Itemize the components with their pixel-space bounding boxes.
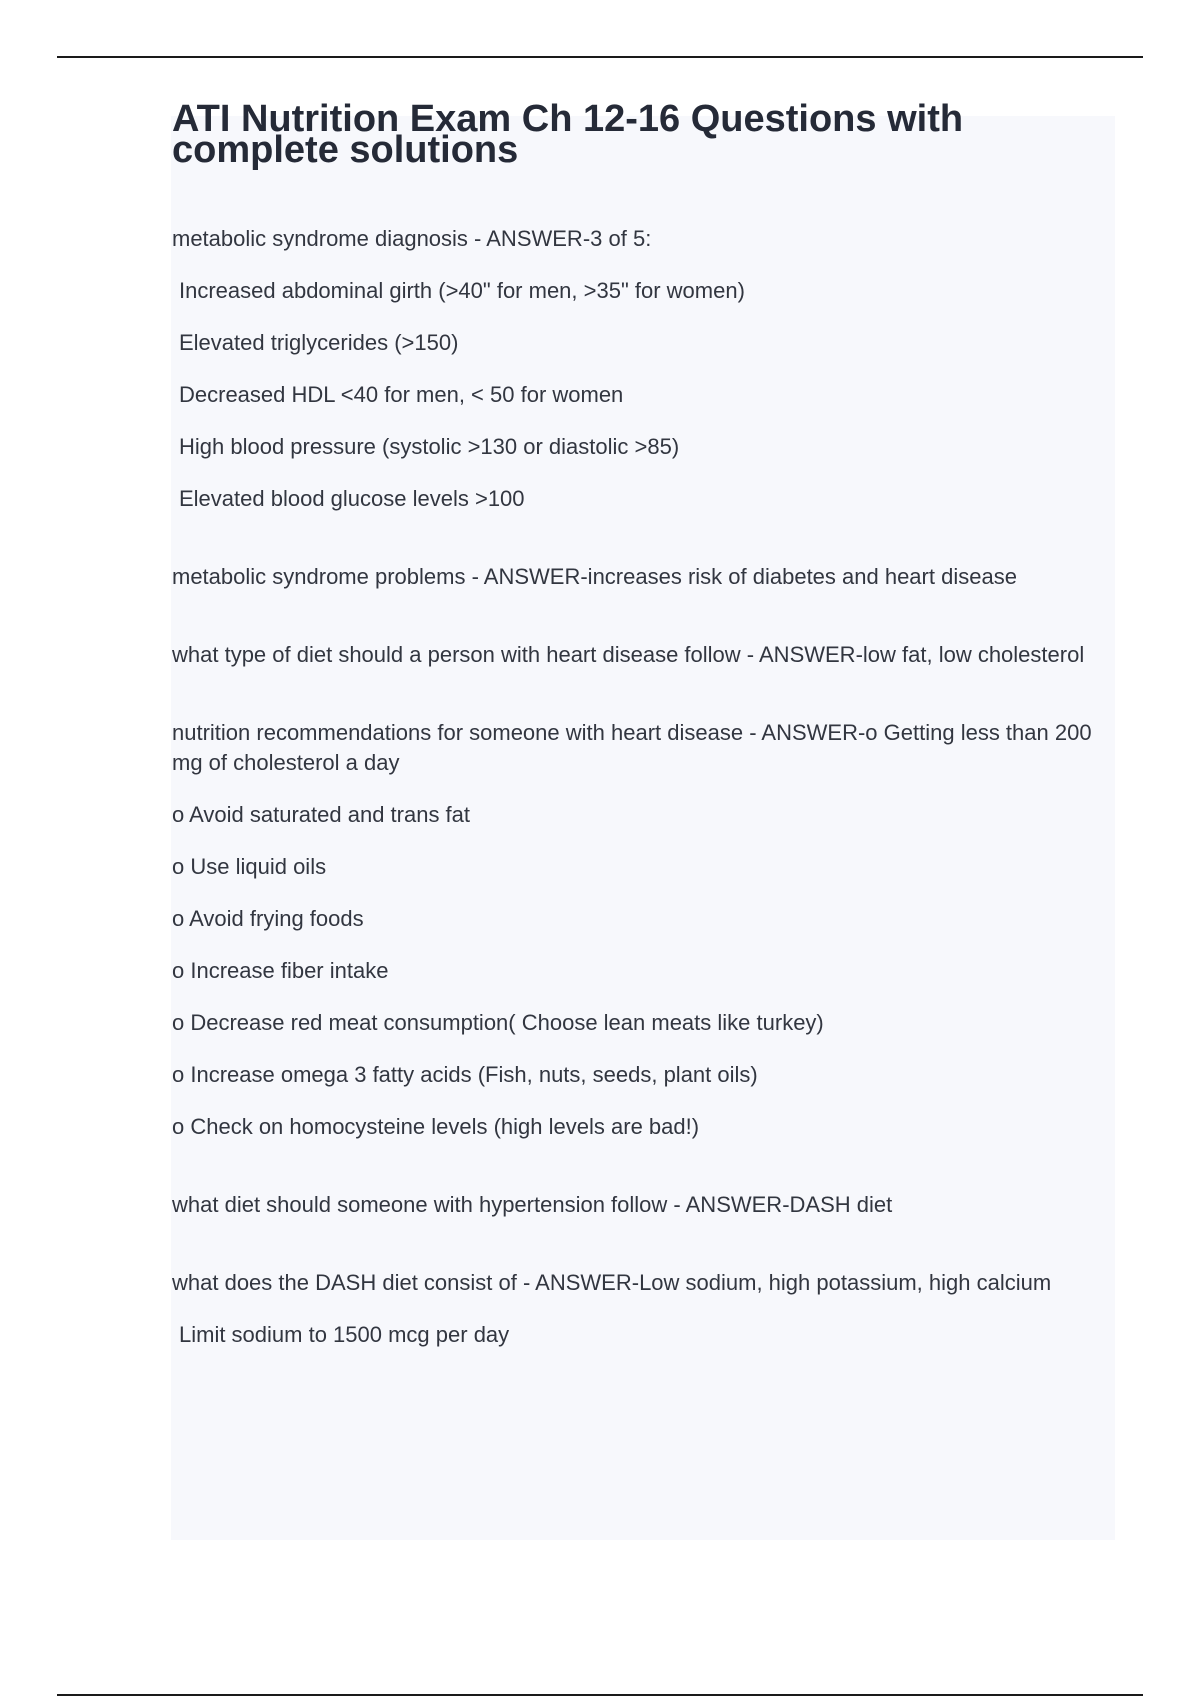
qa-text: what diet should someone with hypertension follow - ANSWER-DASH diet [172,1192,893,1217]
qa-entry-dash-diet [172,1268,1117,1350]
detail-line: o Decrease red meat consumption( Choose lean meats like turkey) [172,1010,824,1035]
qa-text: what type of diet should a person with heart disease follow - ANSWER-low fat, low cholesterol [172,642,1085,667]
footer-rule [57,1694,1143,1696]
document-title: ATI Nutrition Exam Ch 12-16 Questions with complete solutions [172,98,964,171]
qa-text: metabolic syndrome problems - ANSWER-increases risk of diabetes and heart disease [172,564,1017,589]
detail-line: Elevated triglycerides (>150) [179,330,459,355]
header-rule [57,56,1143,58]
detail-line: Decreased HDL <40 for men, < 50 for women [179,382,624,407]
qa-text: metabolic syndrome diagnosis - ANSWER-3 of 5: [172,226,652,251]
qa-entry-hypertension-diet [172,1190,1117,1220]
detail-line: Elevated blood glucose levels >100 [179,486,525,511]
detail-line: o Use liquid oils [172,854,327,879]
qa-text: what does the DASH diet consist of - ANSWER-Low sodium, high potassium, high calcium [172,1270,1052,1295]
detail-line: o Check on homocysteine levels (high levels are bad!) [172,1114,700,1139]
qa-entry-metabolic-syndrome-diagnosis [172,224,1117,514]
detail-line: o Avoid frying foods [172,906,364,931]
detail-line: High blood pressure (systolic >130 or diastolic >85) [179,434,680,459]
qa-text: nutrition recommendations for someone with heart disease - ANSWER-o Getting less than 200 mg of cholesterol a day [172,720,1092,775]
qa-list [172,224,1117,1350]
qa-entry-heart-disease-diet [172,640,1117,670]
detail-line: o Avoid saturated and trans fat [172,802,471,827]
qa-entry-metabolic-syndrome-problems [172,562,1117,592]
detail-line: Limit sodium to 1500 mcg per day [179,1322,510,1347]
qa-entry-heart-disease-recommendations [172,718,1117,1142]
detail-line: Increased abdominal girth (>40" for men, >35" for women) [179,278,745,303]
detail-line: o Increase fiber intake [172,958,389,983]
detail-line: o Increase omega 3 fatty acids (Fish, nuts, seeds, plant oils) [172,1062,758,1087]
